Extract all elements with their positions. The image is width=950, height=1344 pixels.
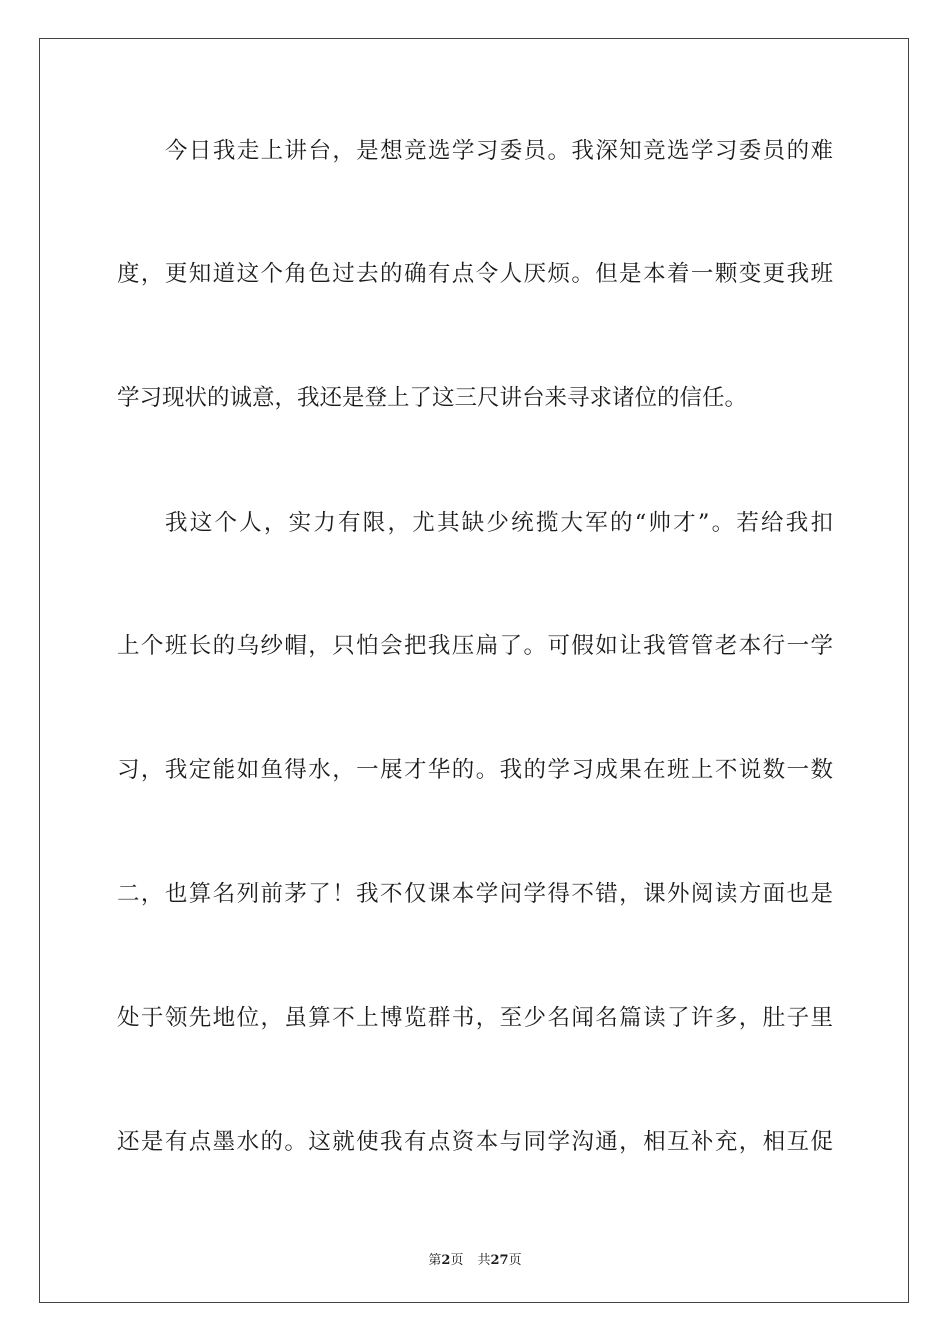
paragraph-line: 二，也算名列前茅了！我不仅课本学问学得不错，课外阅读方面也是 [117, 881, 833, 907]
page-number: 2 [441, 1253, 451, 1268]
paragraph-line: 还是有点墨水的。这就使我有点资本与同学沟通，相互补充，相互促 [117, 1129, 833, 1155]
paragraph-line: 处于领先地位，虽算不上博览群书，至少名闻名篇读了许多，肚子里 [117, 1005, 833, 1031]
page-border [39, 38, 909, 1303]
paragraph-line: 学习现状的诚意，我还是登上了这三尺讲台来寻求诸位的信任。 [117, 385, 748, 411]
page-prefix: 第 [428, 1253, 442, 1268]
paragraph-line: 我这个人，实力有限，尤其缺少统揽大军的“帅才”。若给我扣 [165, 510, 833, 536]
page-suffix: 页 [450, 1253, 464, 1268]
total-pages: 27 [490, 1253, 509, 1268]
paragraph-line: 今日我走上讲台，是想竞选学习委员。我深知竞选学习委员的难 [165, 138, 833, 164]
total-suffix: 页 [508, 1253, 522, 1268]
page-footer [0, 1249, 950, 1268]
paragraph-line: 度，更知道这个角色过去的确有点令人厌烦。但是本着一颗变更我班 [117, 261, 833, 287]
total-prefix: 共 [477, 1253, 491, 1268]
paragraph-line: 上个班长的乌纱帽，只怕会把我压扁了。可假如让我管管老本行一学 [117, 633, 833, 659]
paragraph-line: 习，我定能如鱼得水，一展才华的。我的学习成果在班上不说数一数 [117, 757, 833, 783]
